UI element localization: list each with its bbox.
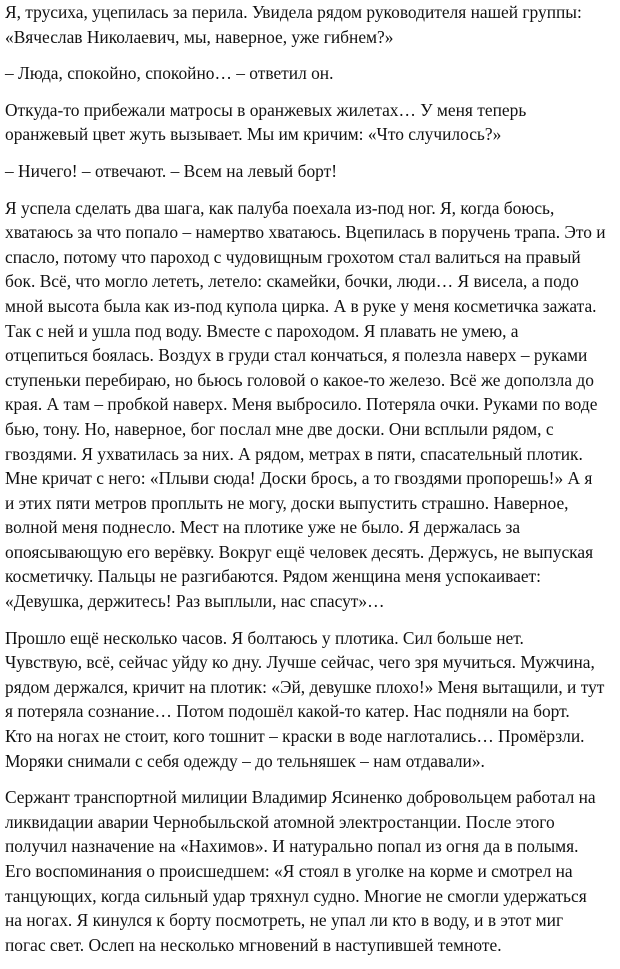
text-line: отцепиться боялась. Воздух в груди стал кончаться, я полезла наверх – руками <box>5 345 588 366</box>
text-line: Откуда-то прибежали матросы в оранжевых жилетах… У меня теперь <box>5 99 527 120</box>
text-line: «Вячеслав Николаевич, мы, наверное, уже гибнем?» <box>5 26 394 47</box>
text-line: Я, трусиха, уцепилась за перила. Увидела рядом руководителя нашей группы: <box>5 2 582 22</box>
text-line: ступеньки перебираю, но бьюсь головой о какое-то железо. Всё же доползла до <box>5 369 594 390</box>
text-line: гвоздями. Я ухватилась за них. А рядом, метрах в пяти, спасательный плотик. <box>5 443 583 464</box>
document-page <box>5 0 617 969</box>
paragraph <box>5 61 617 86</box>
text-line: бью, тону. Но, наверное, бог послал мне две доски. Они всплыли рядом, с <box>5 418 554 439</box>
text-line: косметичку. Пальцы не разгибаются. Рядом женщина меня успокаивает: <box>5 566 541 587</box>
text-line: Кто на ногах не стоит, кого тошнит – краски в воде наглотались… Промёрзли. <box>5 726 585 747</box>
text-line: Так с ней и ушла под воду. Вместе с пароходом. Я плавать не умею, а <box>5 320 519 341</box>
text-line: опоясывающую его верёвку. Вокруг ещё человек десять. Держусь, не выпуская <box>5 541 594 562</box>
paragraph <box>5 196 617 614</box>
text-line: края. А там – пробкой наверх. Меня выбросило. Потеряла очки. Руками по воде <box>5 394 598 415</box>
paragraph <box>5 0 617 49</box>
text-line: – Ничего! – отвечают. – Всем на левый борт! <box>5 160 337 181</box>
text-line: Сержант транспортной милиции Владимир Ясиненко добровольцем работал на <box>5 787 596 808</box>
text-line: волной меня поднесло. Мест на плотике уже не было. Я держалась за <box>5 517 521 538</box>
text-line: Прошло ещё несколько часов. Я болтаюсь у плотика. Сил больше нет. <box>5 627 524 648</box>
text-line: на ногах. Я кинулся к борту посмотреть, не упал ли кто в воду, и в этот миг <box>5 910 564 931</box>
paragraph <box>5 626 617 774</box>
text-line: бок. Всё, что могло лететь, летело: скамейки, бочки, люди… Я висела, а подо <box>5 271 579 292</box>
text-line: Моряки снимали с себя одежду – до тельняшек – нам отдавали». <box>5 750 485 771</box>
text-line: оранжевый цвет жуть вызывает. Мы им кричим: «Что случилось?» <box>5 124 502 145</box>
text-line: Мне кричат с него: «Плыви сюда! Доски брось, а то гвоздями пропорешь!» А я <box>5 468 593 489</box>
text-line: танцующих, когда сильный удар тряхнул судно. Многие не смогли удержаться <box>5 885 587 906</box>
text-line: ликвидации аварии Чернобыльской атомной электростанции. После этого <box>5 811 555 832</box>
paragraph <box>5 159 617 184</box>
text-line: погас свет. Ослеп на несколько мгновений в наступившей темноте. <box>5 934 502 955</box>
text-line: и этих пяти метров проплыть не могу, доски выпустить страшно. Наверное, <box>5 492 569 513</box>
text-line: я потеряла сознание… Потом подошёл какой-то катер. Нас подняли на борт. <box>5 701 570 722</box>
text-line: получил назначение на «Нахимов». И натурально попал из огня да в полымя. <box>5 836 579 857</box>
text-line: мной высота была как из-под купола цирка. А в руке у меня косметичка зажата. <box>5 295 597 316</box>
text-line: Я успела сделать два шага, как палуба поехала из-под ног. Я, когда боюсь, <box>5 197 555 218</box>
text-line: Чувствую, всё, сейчас уйду ко дну. Лучше сейчас, чего зря мучиться. Мужчина, <box>5 652 595 673</box>
text-line: Его воспоминания о происшедшем: «Я стоял в уголке на корме и смотрел на <box>5 861 573 881</box>
text-line: спасло, потому что пароход с чудовищным грохотом стал валиться на правый <box>5 246 581 267</box>
paragraph <box>5 785 617 957</box>
text-line: «Девушка, держитесь! Раз выплыли, нас спасут»… <box>5 591 385 612</box>
text-line: хватаюсь за что попало – намертво хватаюсь. Вцепилась в поручень трапа. Это и <box>5 222 606 243</box>
text-line: рядом держался, кричит на плотик: «Эй, девушке плохо!» Меня вытащили, и тут <box>5 676 605 697</box>
paragraph <box>5 98 617 147</box>
text-line: – Люда, спокойно, спокойно… – ответил он. <box>5 63 334 84</box>
